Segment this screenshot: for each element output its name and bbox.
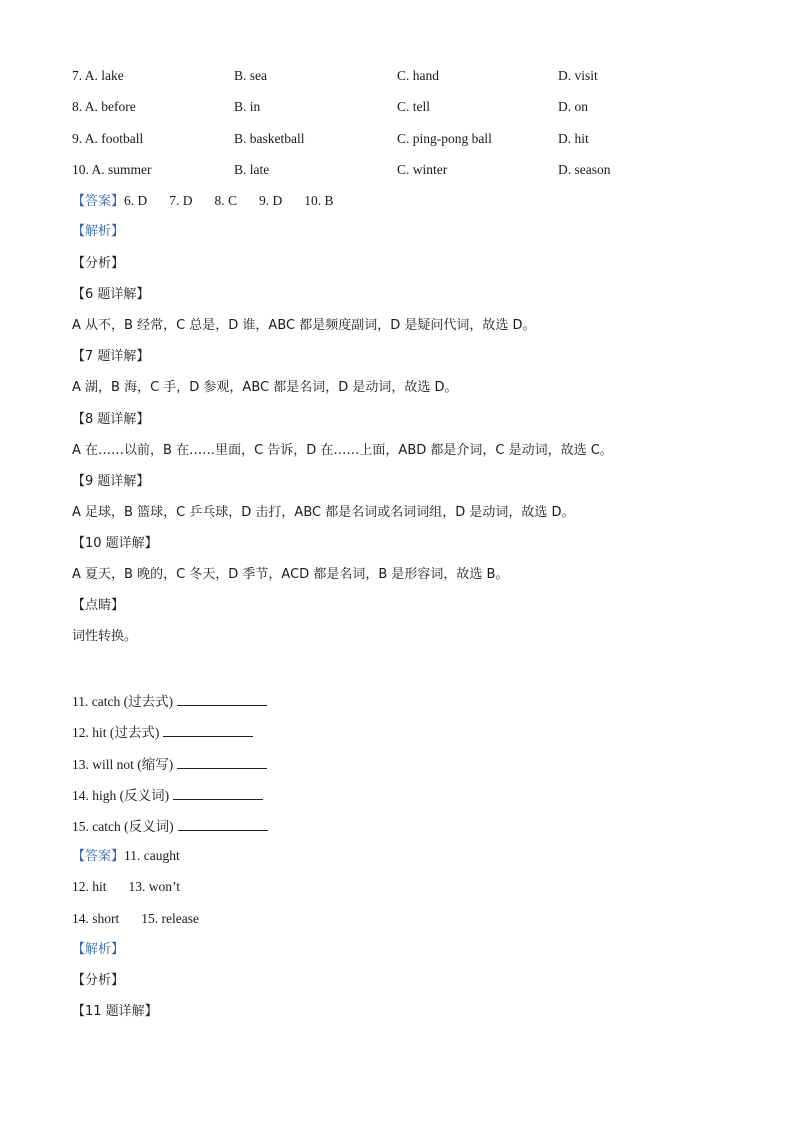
detail-9-text: A 足球，B 篮球，C 乒乓球，D 击打，ABC 都是名词或名词词组，D 是动词，故选 D。 [72,505,575,520]
option-c: C. winter [397,162,448,177]
answer-blank[interactable] [173,786,263,800]
answer-row-3 [72,879,180,895]
option-d: D. hit [558,131,589,146]
option-c: C. ping-pong ball [397,131,492,146]
option-b: B. basketball [234,131,305,146]
fenxi-label: 【分析】 [72,256,125,271]
option-a: 8. A. before [72,99,136,114]
option-a: 7. A. lake [72,68,124,83]
fill-question-11 [72,692,267,710]
answer-item: 15. release [141,911,199,926]
fill-question-14 [72,786,263,804]
answer-item: 7. D [169,193,193,208]
fenxi-label: 【分析】 [72,973,125,988]
option-d: D. season [558,162,611,177]
answer-item: 13. won’t [128,879,181,894]
fill-question-13 [72,755,267,773]
answer-row-2 [72,848,180,865]
answer-item: 6. D [124,193,148,208]
answer-blank[interactable] [177,692,267,706]
question-text: 14. high (反义词) [72,788,170,803]
fill-question-12 [72,723,253,741]
detail-10-text: A 夏天，B 晚的，C 冬天，D 季节，ACD 都是名词，B 是形容词，故选 B。 [72,567,509,582]
option-b: B. sea [234,68,267,83]
analysis-label: 【解析】 [72,224,125,239]
answer-item: 12. hit [72,879,107,894]
answer-row-1 [72,193,334,210]
detail-6-text: A 从不，B 经常，C 总是，D 谁，ABC 都是频度副词，D 是疑问代词，故选 D。 [72,318,536,333]
dianjing-label: 【点睛】 [72,598,125,613]
answer-row-4 [72,911,199,927]
option-a: 10. A. summer [72,162,152,177]
detail-11-title: 【11 题详解】 [72,1004,158,1019]
detail-6-title: 【6 题详解】 [72,287,150,302]
fill-question-15 [72,817,268,835]
answer-blank[interactable] [163,723,253,737]
answer-blank[interactable] [177,755,267,769]
detail-7-title: 【7 题详解】 [72,349,150,364]
answer-item: 10. B [304,193,334,208]
answer-item: 14. short [72,911,120,926]
answer-item: 9. D [259,193,283,208]
option-c: C. hand [397,68,439,83]
detail-8-title: 【8 题详解】 [72,412,150,427]
question-text: 11. catch (过去式) [72,694,174,709]
detail-8-text: A 在……以前，B 在……里面，C 告诉，D 在……上面，ABD 都是介词，C 是动词，故选 C。 [72,443,613,458]
question-text: 15. catch (反义词) [72,819,174,834]
option-a: 9. A. football [72,131,144,146]
answer-item: 8. C [214,193,238,208]
option-d: D. visit [558,68,598,83]
answer-label: 【答案】 [72,849,125,864]
dianjing-text: 词性转换。 [72,629,138,644]
detail-10-title: 【10 题详解】 [72,536,158,551]
analysis-label: 【解析】 [72,942,125,957]
question-text: 13. will not (缩写) [72,757,174,772]
question-text: 12. hit (过去式) [72,725,160,740]
answer-label: 【答案】 [72,194,125,209]
option-c: C. tell [397,99,430,114]
option-b: B. late [234,162,270,177]
detail-9-title: 【9 题详解】 [72,474,150,489]
answer-blank[interactable] [178,817,268,831]
option-d: D. on [558,99,588,114]
answer-item: 11. caught [124,848,180,863]
detail-7-text: A 湖，B 海，C 手，D 参观，ABC 都是名词，D 是动词，故选 D。 [72,380,458,395]
option-b: B. in [234,99,261,114]
